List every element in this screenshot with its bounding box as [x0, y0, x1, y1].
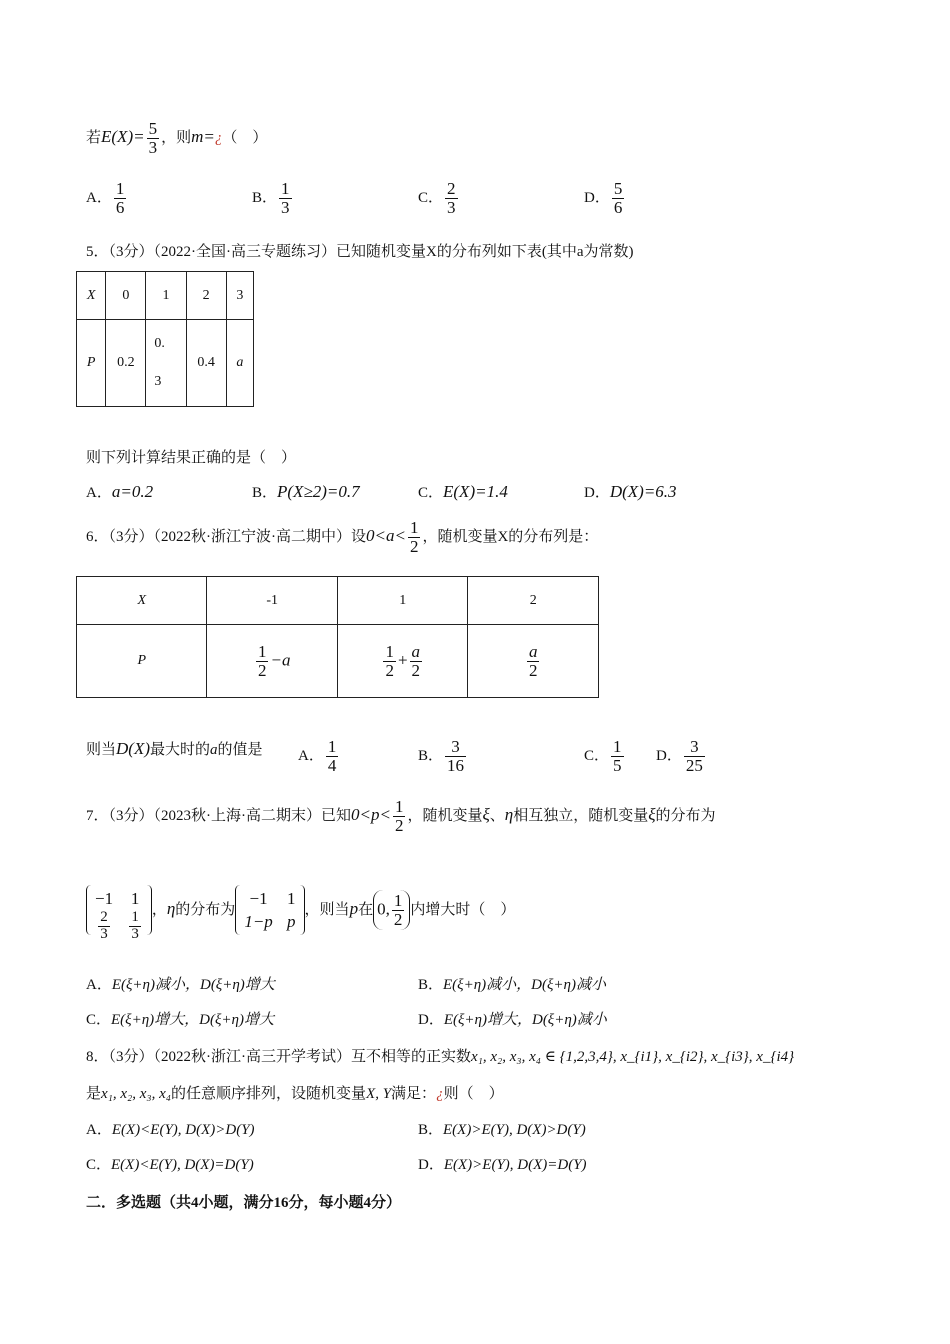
option-fraction: $\frac{1}{4}$	[327, 737, 337, 775]
option-text: E(X)>E(Y), D(X)=D(Y)	[443, 1157, 587, 1173]
option-label: D．	[418, 1157, 444, 1173]
option-label: A．	[298, 747, 324, 764]
option-label: B．	[418, 747, 444, 764]
table-cell: 3	[226, 272, 253, 320]
matrix-column	[244, 887, 272, 933]
cell-text: +	[397, 649, 408, 669]
table-cell: 0	[106, 272, 146, 320]
q5-stem: 5．（3分）（2022·全国·高三专题练习）已知随机变量X的分布列如下表(其中a为常数)	[86, 244, 634, 260]
cell-fraction: $\frac{a}{2}$	[528, 641, 538, 680]
option-text: E(X)=1.4	[443, 482, 508, 501]
q6-stem-suffix: ，随机变量X的分布列是：	[422, 528, 599, 545]
cell-text: −a	[270, 649, 291, 669]
table-cell: a	[226, 320, 253, 407]
q7-eta: η	[166, 898, 176, 918]
option-label: C．	[86, 1157, 112, 1173]
q6-ask-a: a	[210, 742, 218, 758]
q4-option-c[interactable]	[418, 180, 460, 217]
option-label: C．	[584, 747, 610, 764]
q8-option-c[interactable]	[86, 1153, 254, 1174]
table-cell: 0.4	[186, 320, 226, 407]
q7-mid: ，	[151, 901, 167, 918]
q7-stem-part: 相互独立，随机变量	[513, 807, 649, 824]
xi-distribution-matrix	[86, 885, 152, 942]
option-fraction: $\frac{3}{16}$	[447, 737, 465, 775]
option-text: E(ξ+η)减小，D(ξ+η)增大	[111, 977, 275, 993]
interval-start: 0,	[377, 898, 390, 918]
q8-option-b[interactable]	[418, 1118, 586, 1139]
q6-ask-tail: 的值是	[217, 742, 263, 758]
q8-set-expression: x₁, x₂, x₃, x₄ ∈ {1,2,3,4}, x_{i1}, x_{i2}, x_{i3}, x_{i4}	[471, 1049, 795, 1065]
q6-option-b[interactable]	[418, 738, 468, 775]
eta-distribution-matrix	[235, 885, 304, 935]
option-label: C．	[418, 485, 444, 501]
q6-ask-prefix: 则当	[86, 742, 117, 758]
option-text: E(X)>E(Y), D(X)>D(Y)	[443, 1122, 586, 1138]
q8-text: 是	[86, 1086, 102, 1102]
option-label: A．	[86, 977, 112, 993]
option-text: D(X)=6.3	[609, 482, 677, 501]
q7-xi: ξ	[482, 804, 490, 824]
q4-option-b[interactable]	[252, 180, 294, 217]
table-cell: P	[77, 320, 106, 407]
option-label: D．	[584, 485, 610, 501]
q8-option-a[interactable]	[86, 1118, 255, 1139]
q8-xy: X, Y	[366, 1086, 392, 1102]
table-cell	[337, 625, 468, 698]
q6-distribution-table	[76, 576, 599, 698]
q4-condition-fraction: $\frac{5}{3}$	[148, 119, 158, 157]
q4-option-d[interactable]	[584, 180, 626, 217]
q4-m-equals: m=	[191, 126, 215, 146]
table-header-cell: -1	[207, 577, 338, 625]
option-text: E(ξ+η)减小，D(ξ+η)减小	[443, 977, 606, 993]
table-cell: P	[77, 625, 207, 698]
matrix-cell: 1	[130, 889, 140, 908]
q7-distribution-line	[86, 885, 516, 942]
q6-condition-fraction: $\frac{1}{2}$	[409, 518, 419, 556]
option-fraction: $\frac{1}{5}$	[613, 737, 622, 775]
table-cell	[146, 320, 186, 407]
option-label: C．	[418, 189, 444, 206]
q7-option-c[interactable]	[86, 1008, 274, 1029]
q4-prefix: 若	[86, 129, 102, 146]
option-label: A．	[86, 485, 112, 501]
table-header-cell: 1	[337, 577, 468, 625]
q8-unknown-char: ¿	[436, 1086, 444, 1102]
q4-mid: ，则	[161, 129, 192, 146]
q7-mid: 在	[358, 901, 374, 918]
q4-condition-line	[86, 120, 267, 157]
q8-line2	[86, 1082, 504, 1103]
q4-answer-paren: （ ）	[222, 129, 268, 146]
q6-stem-prefix: 6．（3分）（2022秋·浙江宁波·高二期中）设	[86, 528, 366, 545]
q7-xi: ξ	[648, 804, 656, 824]
q7-stem	[86, 798, 716, 835]
option-label: B．	[418, 1122, 444, 1138]
cell-fraction: $\frac{a}{2}$	[411, 641, 421, 680]
option-text: a=0.2	[111, 482, 154, 501]
cell-fraction: $\frac{1}{2}$	[257, 641, 267, 680]
option-label: D．	[418, 1012, 444, 1028]
option-text: E(X)<E(Y), D(X)>D(Y)	[111, 1122, 255, 1138]
q6-option-a[interactable]	[298, 738, 340, 775]
matrix-column	[127, 887, 143, 942]
matrix-cell: −1	[95, 889, 114, 908]
q7-sep: 、	[489, 807, 505, 824]
option-label: B．	[418, 977, 444, 993]
table-header-cell: X	[77, 577, 207, 625]
table-cell: 2	[186, 272, 226, 320]
option-text: E(ξ+η)增大，D(ξ+η)增大	[111, 1012, 274, 1028]
option-text: E(X)<E(Y), D(X)=D(Y)	[111, 1157, 254, 1173]
option-label: B．	[252, 485, 278, 501]
option-fraction: $\frac{1}{3}$	[281, 179, 290, 217]
q8-option-d[interactable]	[418, 1153, 587, 1174]
q7-condition-fraction: $\frac{1}{2}$	[394, 797, 404, 835]
q4-condition-lhs: E(X)=	[101, 126, 145, 146]
q7-mid: 的分布为	[175, 901, 236, 918]
q4-option-a[interactable]	[86, 180, 128, 217]
q7-mid: ，则当	[304, 901, 350, 918]
matrix-cell: $\frac{2}{3}$	[100, 909, 108, 942]
q5-question: 则下列计算结果正确的是（ ）	[86, 450, 297, 466]
option-label: C．	[86, 1012, 112, 1028]
matrix-cell: 1−p	[244, 912, 273, 931]
cell-fraction: $\frac{1}{2}$	[385, 641, 394, 680]
matrix-column	[95, 887, 114, 942]
q8-stem-prefix: 8．（3分）（2022秋·浙江·高三开学考试）互不相等的正实数	[86, 1049, 471, 1065]
q6-option-c[interactable]	[584, 738, 626, 775]
table-cell	[468, 625, 599, 698]
option-fraction: $\frac{5}{6}$	[613, 179, 623, 217]
matrix-cell: −1	[249, 889, 268, 908]
option-fraction: $\frac{3}{25}$	[685, 737, 703, 775]
q6-option-d[interactable]	[656, 738, 707, 775]
matrix-cell: 1	[287, 889, 296, 908]
q6-stem	[86, 519, 598, 556]
table-cell: 0.2	[106, 320, 146, 407]
q5-option-d[interactable]	[584, 481, 677, 502]
q7-stem-prefix: 7．（3分）（2023秋·上海·高二期末）已知	[86, 807, 351, 824]
table-cell: 1	[146, 272, 186, 320]
q5-distribution-table	[76, 271, 254, 407]
option-label: A．	[86, 189, 112, 206]
option-label: D．	[656, 747, 682, 764]
table-cell: X	[77, 272, 106, 320]
q7-condition: 0<p<	[351, 804, 391, 824]
q7-option-b[interactable]	[418, 973, 606, 994]
q8-vars: x₁, x₂, x₃, x₄	[101, 1086, 172, 1102]
q7-option-d[interactable]	[418, 1008, 607, 1029]
q5-option-a[interactable]	[86, 481, 153, 502]
q5-option-c[interactable]	[418, 481, 508, 502]
cell-line: 0.	[154, 336, 165, 351]
option-label: D．	[584, 189, 610, 206]
q7-option-a[interactable]	[86, 973, 275, 994]
q8-text: 的任意顺序排列，设随机变量	[171, 1086, 367, 1102]
option-text: P(X≥2)=0.7	[277, 482, 360, 501]
q8-text: 满足：	[391, 1086, 437, 1102]
matrix-cell: $\frac{1}{3}$	[131, 909, 139, 942]
table-header-cell: 2	[468, 577, 599, 625]
q7-stem-part: 的分布为	[655, 807, 716, 824]
option-label: A．	[86, 1122, 112, 1138]
q7-eta: η	[504, 804, 514, 824]
q6-ask-mid: 最大时的	[150, 742, 211, 758]
matrix-cell: p	[287, 912, 296, 931]
table-cell	[207, 625, 338, 698]
matrix-column	[287, 887, 296, 933]
q6-ask-line	[86, 738, 263, 759]
option-label: B．	[252, 189, 278, 206]
q7-p: p	[349, 898, 359, 918]
option-fraction: $\frac{2}{3}$	[447, 179, 456, 217]
interval-fraction: $\frac{1}{2}$	[393, 890, 403, 929]
option-fraction: $\frac{1}{6}$	[115, 179, 125, 217]
option-text: E(ξ+η)增大，D(ξ+η)减小	[443, 1012, 607, 1028]
q6-condition: 0<a<	[366, 525, 406, 545]
q5-option-b[interactable]	[252, 481, 360, 502]
q6-ask-dx: D(X)	[116, 739, 150, 758]
q7-interval	[373, 890, 410, 931]
q7-mid: 内增大时（ ）	[410, 901, 516, 918]
q8-stem	[86, 1045, 794, 1066]
cell-line: 3	[154, 374, 162, 389]
section-heading: 二．多选题（共4小题，满分16分，每小题4分）	[86, 1195, 402, 1211]
q8-text: 则（ ）	[443, 1086, 504, 1102]
q4-unknown-char: ¿	[214, 129, 223, 146]
q7-stem-part: ，随机变量	[407, 807, 483, 824]
